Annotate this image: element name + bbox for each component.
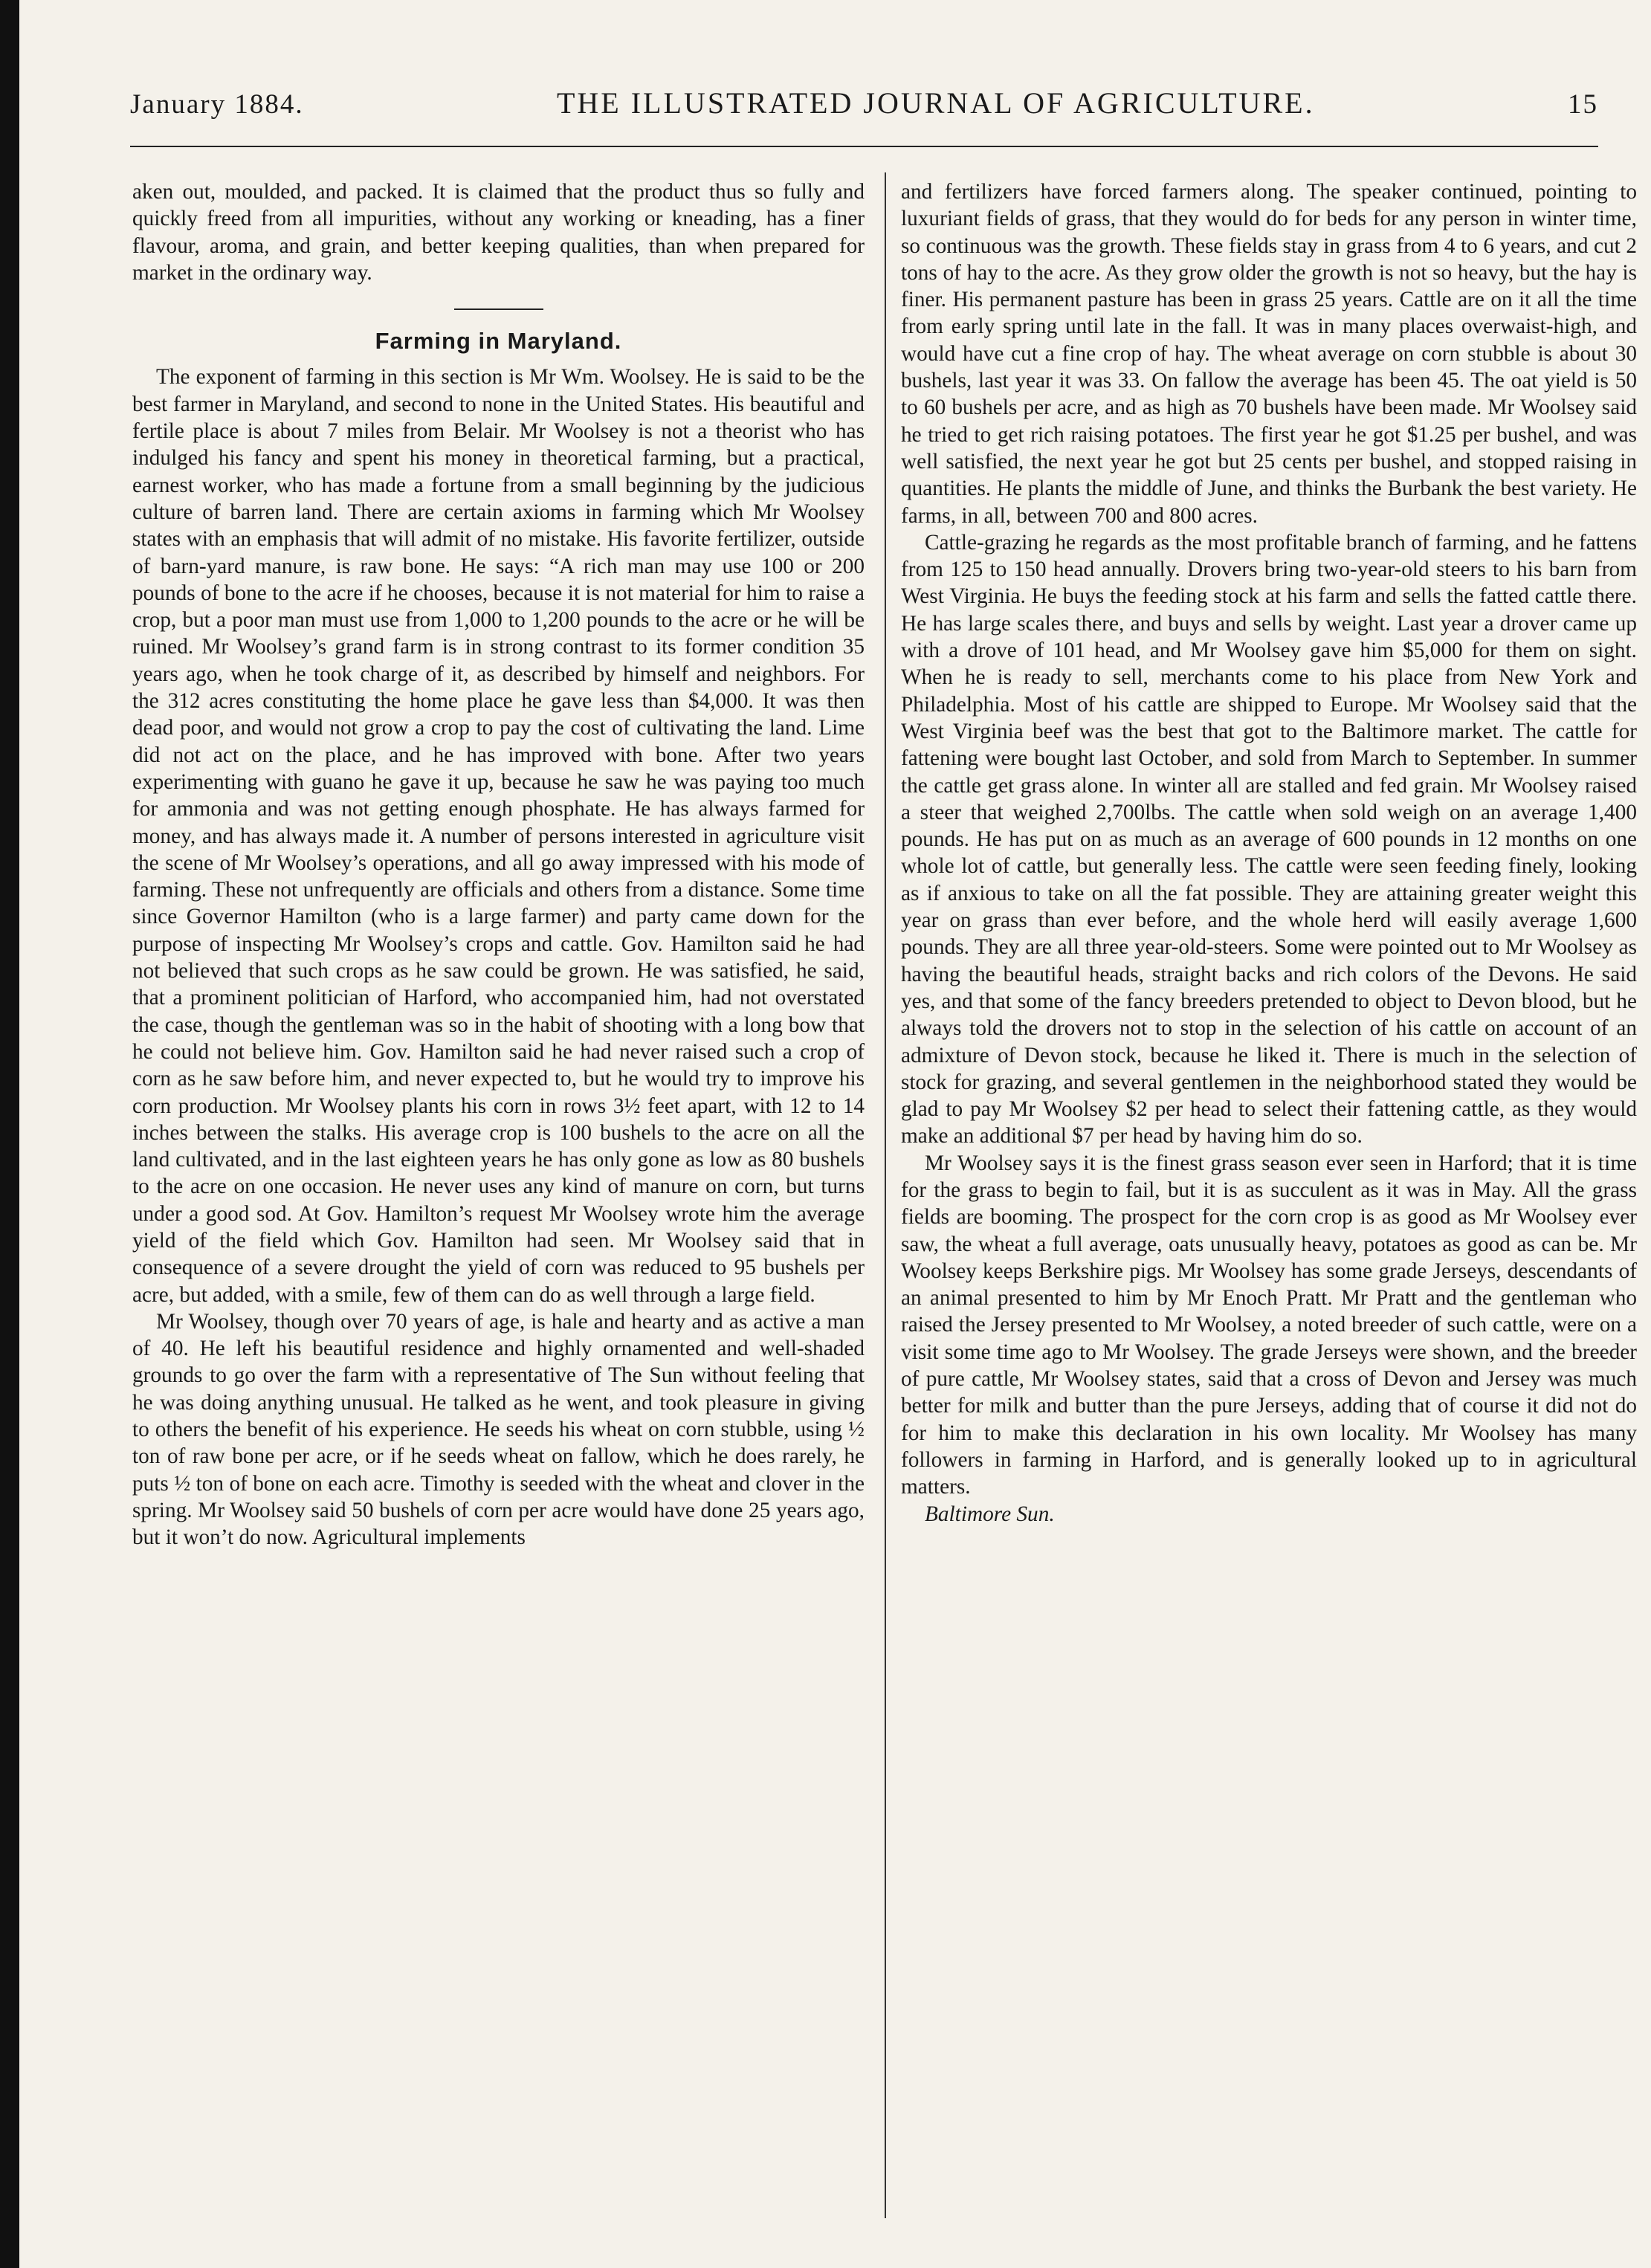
article-source: Baltimore Sun. bbox=[925, 1502, 1055, 1526]
article-paragraph: The exponent of farming in this section is Mr Wm. Woolsey. He is said to be the best farmer in Maryland, and second to none in the United States. His beautiful and fertile place is about 7 miles from Belair. Mr Woolsey is not a theorist who has indulged his fancy and spent his money in theoretical farming, but a practical, earnest worker, who has made a fortune from a small beginning by the judicious culture of barren land. There are certain axioms in farming which Mr Woolsey states with an emphasis that will admit of no mistake. His favorite fertilizer, outside of barn-yard manure, is raw bone. He says: “A rich man may use 100 or 200 pounds of bone to the acre if he chooses, because it is not material for him to raise a crop, but a poor man must use from 1,000 to 1,200 pounds to the acre or he will be ruined. Mr Woolsey’s grand farm is in strong contrast to its former condition 35 years ago, when he took charge of it, as described by himself and neighbors. For the 312 acres constituting the home place he gave less than $4,000. It was then dead poor, and would not grow a crop to pay the cost of cultivating the land. Lime did not act on the place, and he has improved with bone. After two years experimenting with guano he gave it up, because he saw he was paying too much for ammonia and was not getting enough phosphate. He has always farmed for money, and has always made it. A number of persons interested in agriculture visit the scene of Mr Woolsey’s operations, and all go away impressed with his mode of farming. These not unfrequently are officials and others from a distance. Some time since Governor Hamilton (who is a large farmer) and party came down for the purpose of inspecting Mr Woolsey’s crops and cattle. Gov. Hamilton said he had not believed that such crops as he saw could be grown. He was satisfied, he said, that a prominent politician of Harford, who accompanied him, had not overstated the case, though the gentleman was so in the habit of shooting with a long bow that he could not believe him. Gov. Hamilton said he had never raised such a crop of corn as he saw before him, and never expected to, but he would try to improve his corn production. Mr Woolsey plants his corn in rows 3½ feet apart, with 12 to 14 inches between the stalks. His average crop is 100 bushels to the acre on all the land cultivated, and in the last eighteen years he has only gone as low as 80 bushels to the acre on one occasion. He never uses any kind of manure on corn, but turns under a good sod. At Gov. Hamilton’s request Mr Woolsey wrote him the average yield of the field which Gov. Hamilton had seen. Mr Woolsey said that in consequence of a severe drought the yield of corn was reduced to 95 bushels per acre, but added, with a smile, few of them can do as well through a large field. bbox=[132, 365, 865, 1307]
article-paragraph: Mr Woolsey says it is the finest grass season ever seen in Harford; that it is time for the grass to begin to fail, but it is as succulent as it was in May. All the grass fields are booming. The prospect for the corn crop is as good as Mr Woolsey ever saw, the wheat a full average, oats unusually heavy, potatoes as good as can be. Mr Woolsey keeps Berkshire pigs. Mr Woolsey has some grade Jerseys, descendants of an animal presented to him by Mr Enoch Pratt. Mr Pratt and the gentleman who raised the Jersey presented to Mr Woolsey, a noted breeder of such cattle, were on a visit some time ago to Mr Woolsey. The grade Jerseys were shown, and the breeder of pure cattle, Mr Woolsey states, said that a cross of Devon and Jersey was much better for milk and butter than the pure Jerseys, adding that of course it did not do for him to make this declaration in his own locality. Mr Woolsey has many followers in farming in Harford, and is generally looked up to in agricultural matters. bbox=[901, 1151, 1637, 1499]
page-number: 15 bbox=[1568, 89, 1598, 120]
intro-paragraph: aken out, moulded, and packed. It is claimed that the product thus so fully and quickly freed from all impurities, without any working or kneading, has a finer flavour, aroma, and grain, and better keeping qualities, than when prepared for market in the ordinary way. bbox=[132, 180, 865, 285]
article-paragraph: and fertilizers have forced farmers along. The speaker continued, pointing to luxuriant fields of grass, that they would do for beds for any person in winter time, so continuous was the growth. These fields stay in grass from 4 to 6 years, and cut 2 tons of hay to the acre. As they grow older the growth is not so heavy, but the hay is finer. His permanent pasture has been in grass 25 years. Cattle are on it all the time from early spring until late in the fall. It was in many places overwaist-high, and would have cut a fine crop of hay. The wheat average on corn stubble is about 30 bushels, last year it was 33. On fallow the average has been 45. The oat yield is 50 to 60 bushels per acre, and as high as 70 bushels have been made. Mr Woolsey said he tried to get rich raising potatoes. The first year he got $1.25 per bushel, and was well satisfied, the next year he got but 25 cents per bushel, and stopped raising in quantities. He plants the middle of June, and thinks the Burbank the best variety. He farms, in all, between 700 and 800 acres. bbox=[901, 180, 1637, 528]
column-divider bbox=[885, 172, 886, 2218]
header-date: January 1884. bbox=[130, 89, 304, 120]
article-paragraph: Cattle-grazing he regards as the most profitable branch of farming, and he fattens from 125 to 150 head annually. Drovers bring two-year-old steers to his barn from West Virginia. He buys the feeding stock at his farm and sells the fatted cattle there. He has large scales there, and buys and sells by weight. Last year a drover came up with a drove of 101 head, and Mr Woolsey gave him $5,000 for them on sight. When he is ready to sell, merchants come to his place from New York and Philadelphia. Most of his cattle are shipped to Europe. Mr Woolsey said that the West Virginia beef was the best that got to the Baltimore market. The cattle for fattening were bought last October, and sold from March to September. In summer the cattle get grass alone. In winter all are stalled and fed grain. Mr Woolsey raised a steer that weighed 2,700lbs. The cattle when sold weigh on an average 1,400 pounds. He has put on as much as an average of 600 pounds in 12 months on one whole lot of cattle, but generally less. The cattle were seen feeding finely, looking as if anxious to take on all the fat possible. They are attaining greater weight this year on grass than ever before, and the whole herd will easily average 1,600 pounds. They are all three year-old-steers. Some were pointed out to Mr Woolsey as having the beautiful heads, straight backs and rich colors of the Devons. He said yes, and that some of the fancy breeders pretended to object to Devon blood, but he always told the drovers not to stop in the selection of his cattle on account of an admixture of Devon stock, because he liked it. There is much in the selection of stock for grazing, and several gentlemen in the neighborhood stated they would be glad to pay Mr Woolsey $2 per head to select their fattening cattle, as they would make an additional $7 per head by having him do so. bbox=[901, 530, 1637, 1148]
article-paragraph: Mr Woolsey, though over 70 years of age, is hale and hearty and as active a man of 40. He left his beautiful residence and highly ornamented and well-shaded grounds to go over the farm with a representative of The Sun without feeling that he was doing anything unusual. He talked as he went, and took pleasure in giving to others the benefit of his experience. He seeds his wheat on corn stubble, using ½ ton of raw bone per acre, or if he seeds wheat on fallow, which he does rarely, he puts ½ ton of bone on each acre. Timothy is seeded with the wheat and clover in the spring. Mr Woolsey said 50 bushels of corn per acre would have done 25 years ago, but it won’t do now. Agricultural implements bbox=[132, 1309, 865, 1550]
page-header bbox=[130, 85, 1598, 130]
section-divider bbox=[454, 308, 543, 310]
article-heading: Farming in Maryland. bbox=[375, 328, 622, 355]
header-rule bbox=[130, 146, 1598, 147]
journal-title: THE ILLUSTRATED JOURNAL OF AGRICULTURE. bbox=[556, 86, 1315, 120]
right-column bbox=[901, 178, 1637, 2215]
left-column bbox=[132, 178, 865, 2215]
scan-edge-bar bbox=[0, 0, 19, 2268]
